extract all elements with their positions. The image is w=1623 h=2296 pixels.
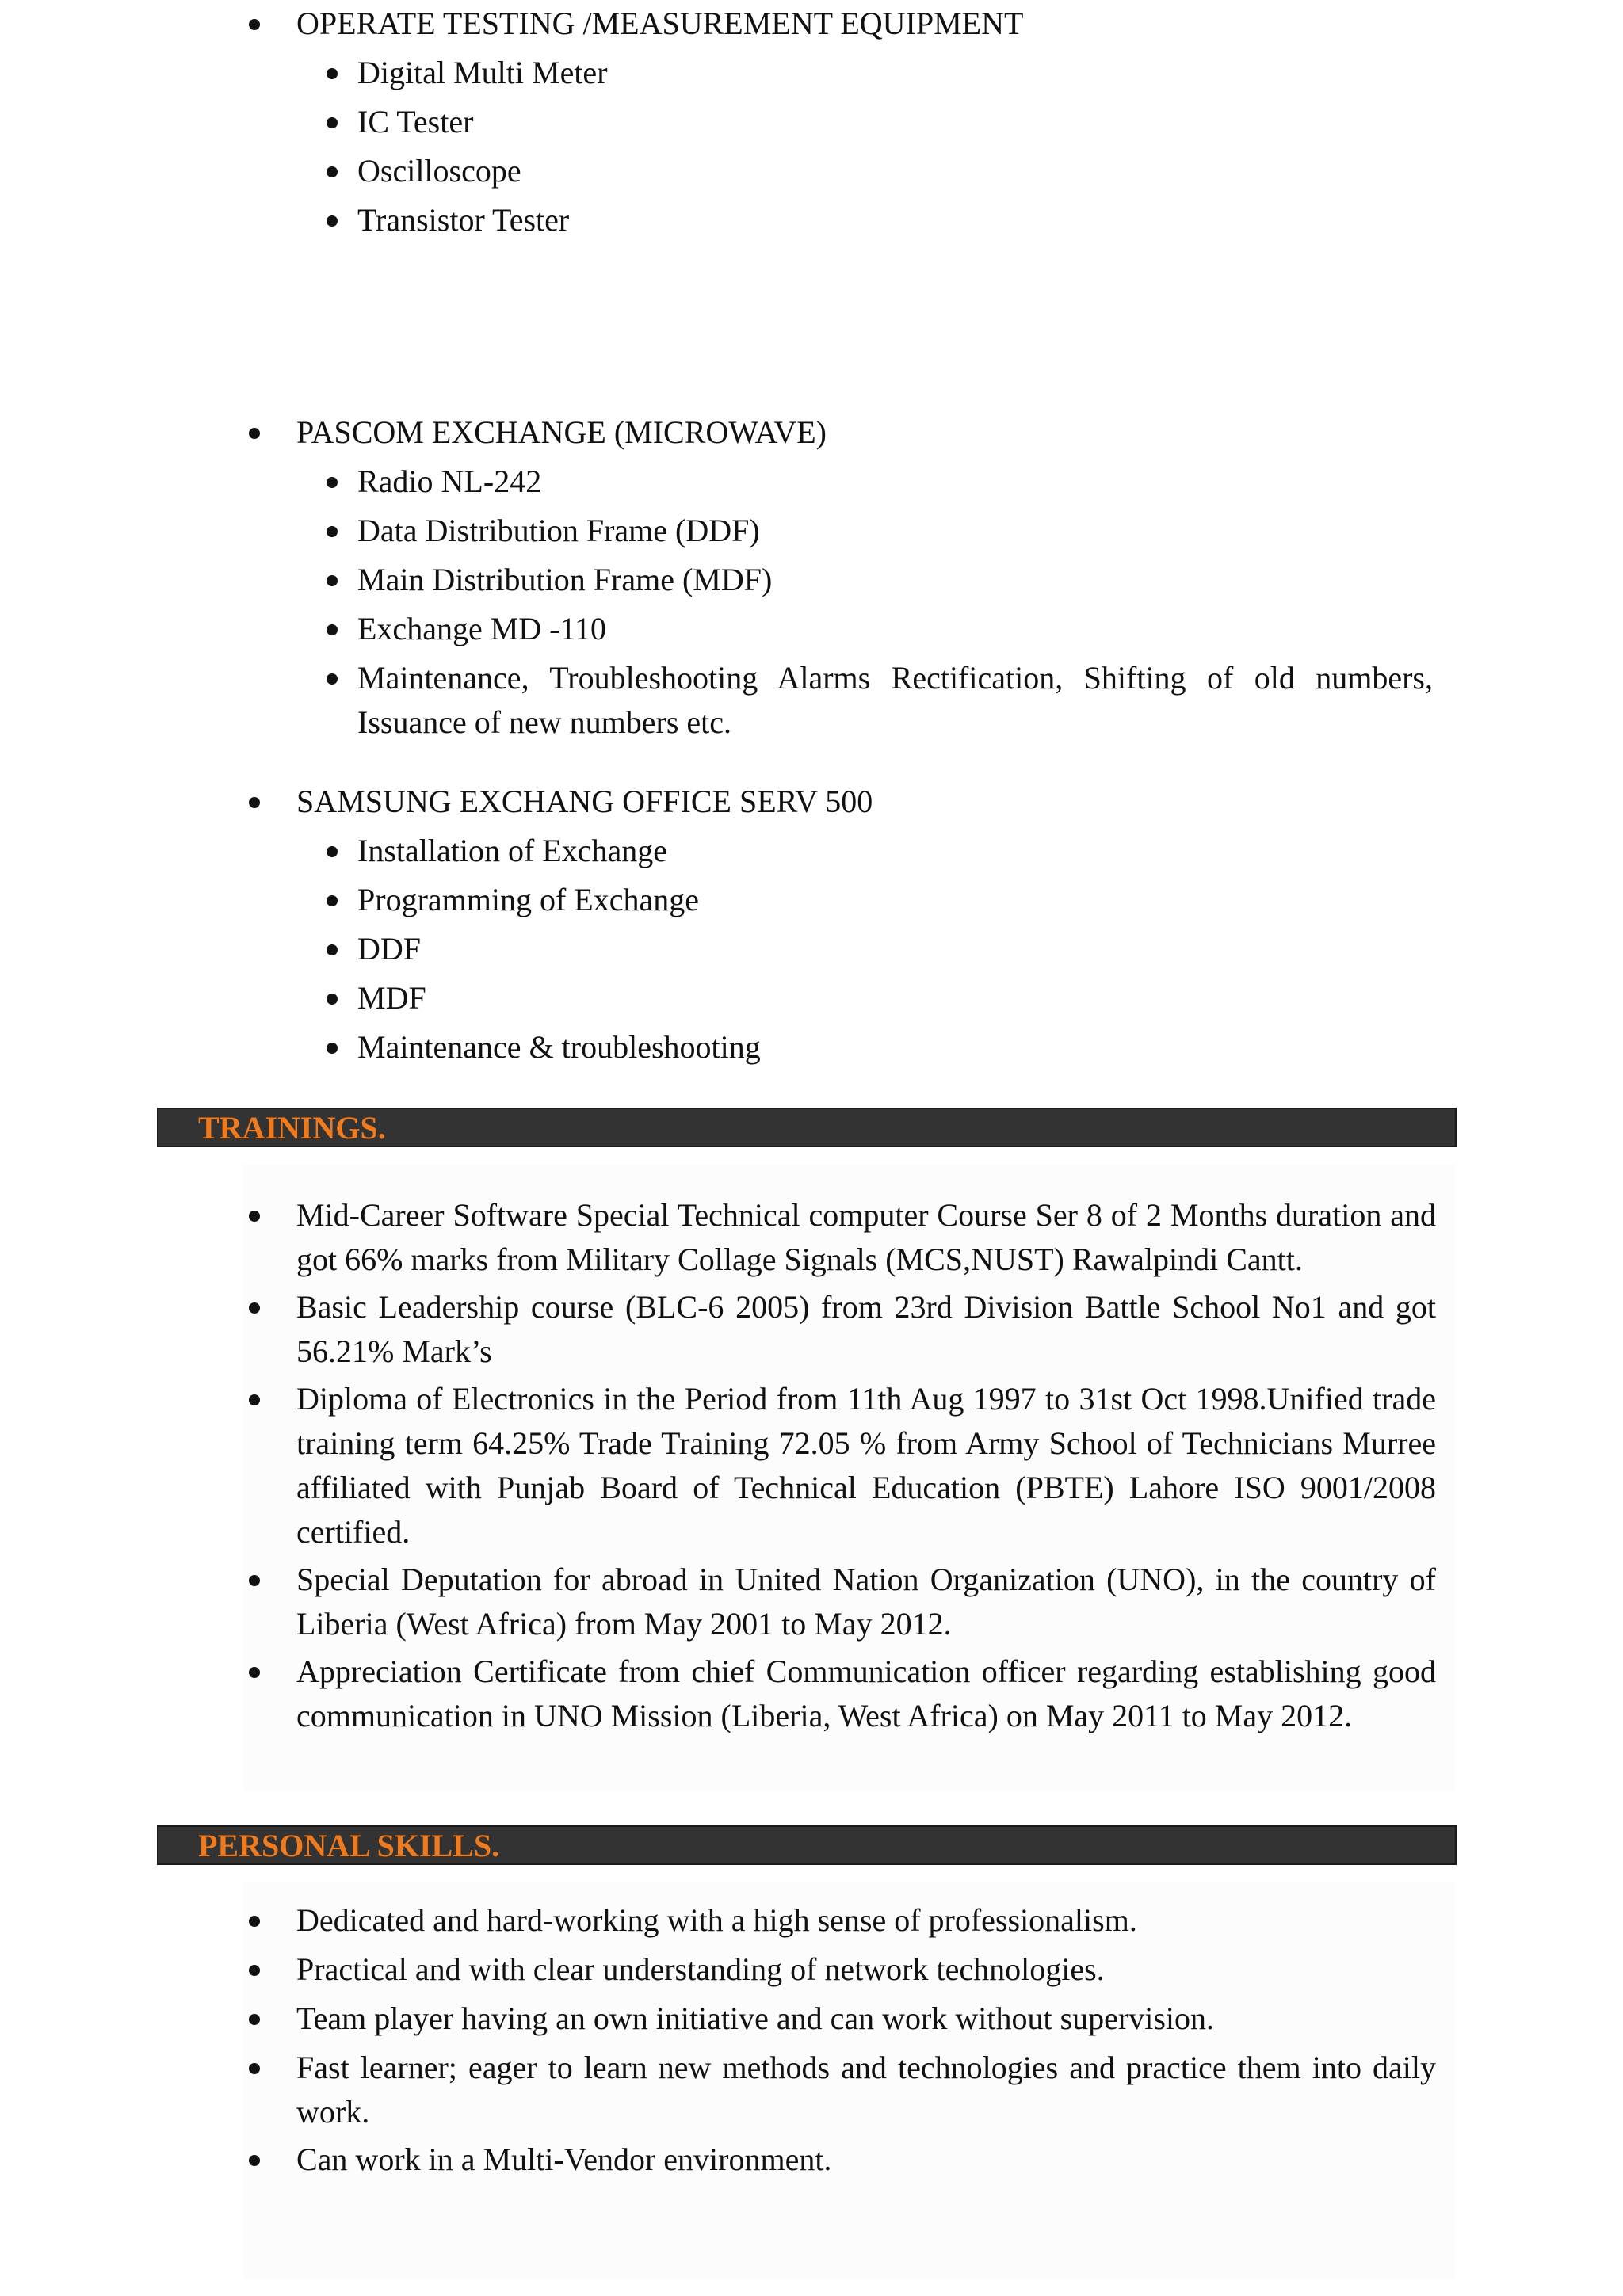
training-item: Appreciation Certificate from chief Communication officer regarding establishing good communication in UNO Mission (Liberia, West Africa) on May 2011 to May 2012. — [247, 1650, 1436, 1738]
training-item: Special Deputation for abroad in United Nation Organization (UNO), in the country of Liberia (West Africa) from May 2001 to May 2012. — [247, 1558, 1436, 1646]
skill-item: Practical and with clear understanding of network technologies. — [247, 1947, 1436, 1992]
training-item: Basic Leadership course (BLC-6 2005) from 23rd Division Battle School No1 and got 56.21% Mark’s — [247, 1285, 1436, 1374]
trainings-section-bar — [157, 1108, 1457, 1147]
resume-page: OPERATE TESTING /MEASUREMENT EQUIPMENT Digital Multi Meter IC Tester Oscilloscope Transistor Tester PASCOM EXCHANGE (MICROWAVE) Radio NL-242 Data Distribution Frame (DDF) Main Distribution Frame (MDF) Exchange MD -110 Maintenance, Troubleshooting Alarms Rectification, Shifting of old numbers, Issuance of new numbers etc. SAMSUNG EXCHANG OFFICE SERV 500 Installation of Exchange Programming of Exchange DDF MDF Maintenance & troubleshooting TRAININGS. Mid-Career Software Special Technical computer Course Ser 8 of 2 Months duration and got 66% marks from Military Collage Signals (MCS,NUST) Rawalpindi Cantt. Basic Leadership course (BLC-6 2005) from 23rd Division Battle School No1 and got 56.21% Mark’s Diploma of Electronics in the Period from 11th Aug 1997 to 31st Oct 1998.Unified trade training term 64.25% Trade Training 72.05 % from Army School of Technicians Murree affiliated with Punjab Board of Technical Education (PBTE) Lahore ISO 9001/2008 certified. Special Deputation for abroad in United Nation Organization (UNO), in the country of Liberia (West Africa) from May 2001 to May 2012. Appreciation Certificate from chief Communication officer regarding establishing good communication in UNO Mission (Liberia, West Africa) on May 2011 to May 2012. PERSONAL SKILLS. Dedicated and hard-working with a high sense of professionalism. Practical and with clear understanding of network technologies. Team player having an own initiative and can work without supervision. Fast learner; eager to learn new methods and technologies and practice them into daily work. Can work in a Multi-Vendor environment. — [0, 0, 1623, 2296]
skill-item: Team player having an own initiative and can work without supervision. — [247, 1997, 1436, 2041]
list-item: Maintenance, Troubleshooting Alarms Rectification, Shifting of old numbers, Issuance of new numbers etc. — [315, 656, 1433, 745]
training-item: Mid-Career Software Special Technical computer Course Ser 8 of 2 Months duration and got 66% marks from Military Collage Signals (MCS,NUST) Rawalpindi Cantt. — [247, 1193, 1436, 1282]
section-title: TRAININGS. — [198, 1110, 386, 1146]
skill-item: Fast learner; eager to learn new methods and technologies and practice them into daily work. — [247, 2046, 1436, 2134]
skill-item: Can work in a Multi-Vendor environment. — [247, 2138, 1436, 2182]
section-title: PERSONAL SKILLS. — [198, 1828, 500, 1863]
training-item: Diploma of Electronics in the Period from 11th Aug 1997 to 31st Oct 1998.Unified trade training term 64.25% Trade Training 72.05 % from Army School of Technicians Murree affiliated with Punjab Board of Technical Education (PBTE) Lahore ISO 9001/2008 certified. — [247, 1377, 1436, 1554]
skills-section-bar — [157, 1825, 1457, 1865]
skill-item: Dedicated and hard-working with a high sense of professionalism. — [247, 1898, 1436, 1943]
